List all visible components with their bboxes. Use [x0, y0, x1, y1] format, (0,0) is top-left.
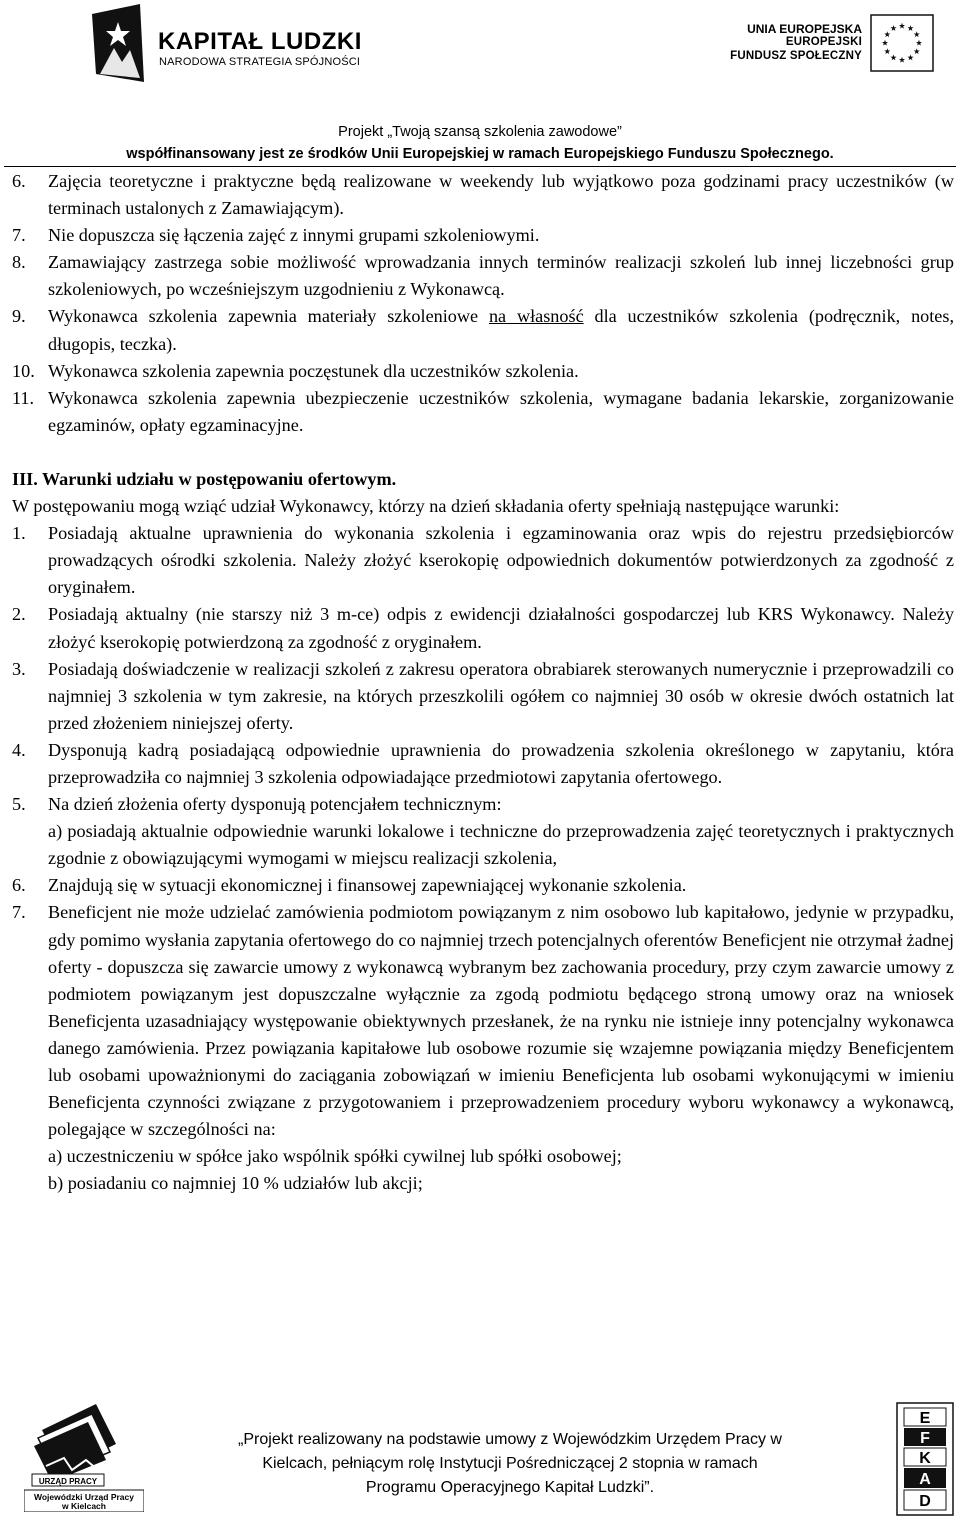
efs-letter: A: [919, 1471, 931, 1488]
condition-item: 11. Wykonawca szkolenia zapewnia ubezpieczenie uczestników szkolenia, wymagane badania lekarskie, zorganizowanie egzaminów, opłaty egzaminacyjne.: [12, 387, 954, 435]
condition-item: 6. Zajęcia teoretyczne i praktyczne będą realizowane w weekendy lub wyjątkowo poza godzinami pracy uczestników (w terminach ustalonych z Zamawiającym).: [12, 171, 954, 219]
underlined-phrase: na własność: [488, 306, 584, 327]
footer-line3: Programu Operacyjnego Kapitał Ludzki”.: [365, 1479, 655, 1496]
requirement-item: 3. Posiadają doświadczenie w realizacji szkoleń z zakresu operatora obrabiarek sterowanych numerycznie i przeprowadzili co najmniej 3 szkolenia w tym zakresie, na których przeszkolili ogółem co najmniej 30 osób w okresie dwóch ostatnich lat przed złożeniem niniejszej oferty.: [12, 658, 954, 733]
wup-label3: w Kielcach: [62, 1501, 106, 1511]
footer-line2: Kielcach, pełniącym rolę Instytucji Pośredniczącej 2 stopnia w ramach: [262, 1455, 758, 1472]
project-funding: współfinansowany jest ze środków Unii Europejskiej w ramach Europejskiego Funduszu Społecznego.: [126, 146, 834, 162]
requirement-item: 2. Posiadają aktualny (nie starszy niż 3 m-ce) odpis z ewidencji działalności gospodarczej lub KRS Wykonawcy. Należy złożyć kserokopię potwierdzoną za zgodność z oryginałem.: [12, 604, 954, 652]
efs-letter: K: [919, 1450, 931, 1467]
footer-line1: „Projekt realizowany na podstawie umowy z Wojewódzkim Urzędem Pracy w: [238, 1431, 782, 1448]
kapital-ludzki-subtitle: NARODOWA STRATEGIA SPÓJNOŚCI: [159, 56, 361, 68]
eu-flag-icon: [870, 14, 934, 72]
requirement-item: 1. Posiadają aktualne uprawnienia do wykonania szkolenia i egzaminowania oraz wpis do rejestru przedsiębiorców prowadzących ośrodki szkolenia. Należy złożyć kserokopię odpowiednich dokumentów potwierdzonych za zgodność z oryginałem.: [12, 523, 954, 598]
requirement-subitem: a) uczestniczeniu w spółce jako wspólnik spółki cywilnej lub spółki osobowej;: [48, 1146, 622, 1167]
section-heading: III. Warunki udziału w postępowaniu ofertowym.: [12, 468, 397, 489]
footer-note: [180, 1428, 840, 1500]
efs-letter: F: [920, 1430, 930, 1447]
section-intro: W postępowaniu mogą wziąć udział Wykonawcy, którzy na dzień składania oferty spełniają następujące warunki:: [12, 496, 840, 517]
efs-letter: D: [919, 1493, 931, 1510]
condition-item: 7. Nie dopuszcza się łączenia zajęć z innymi grupami szkoleniowymi.: [12, 225, 540, 246]
eu-line1: UNIA EUROPEJSKA: [747, 22, 862, 36]
requirement-item: 5. Na dzień złożenia oferty dysponują potencjałem technicznym:: [12, 794, 502, 815]
efs-letter: E: [919, 1410, 931, 1427]
requirement-item: 6. Znajdują się w sytuacji ekonomicznej i finansowej zapewniającej wykonanie szkolenia.: [12, 875, 687, 896]
condition-item: 10. Wykonawca szkolenia zapewnia poczęstunek dla uczestników szkolenia.: [12, 360, 579, 381]
eu-label: [702, 22, 862, 64]
efs-kadry-logo: [896, 1402, 954, 1516]
wup-label1: URZĄD PRACY: [38, 1477, 98, 1486]
wup-kielce-logo: [24, 1400, 144, 1512]
project-title: Projekt „Twoją szansą szkolenia zawodowe”: [338, 124, 622, 140]
requirement-subitem: b) posiadaniu co najmniej 10 % udziałów lub akcji;: [48, 1173, 423, 1194]
condition-item: 9. Wykonawca szkolenia zapewnia materiały szkoleniowe na własność dla uczestników szkolenia (podręcznik, notes, długopis, teczka).: [12, 306, 955, 354]
condition-item: 8. Zamawiający zastrzega sobie możliwość wprowadzania innych terminów realizacji szkoleń lub innej liczebności grup szkoleniowych, po wcześniejszym uzgodnieniu z Wykonawcą.: [12, 252, 954, 300]
requirement-subitem: a) posiadają aktualnie odpowiednie warunki lokalowe i techniczne do przeprowadzenia zajęć teoretycznych i praktycznych zgodnie z obowiązującymi wymogami w miejscu realizacji szkolenia,: [48, 821, 954, 869]
eu-line2: EUROPEJSKI: [785, 36, 862, 49]
kapital-ludzki-title: KAPITAŁ LUDZKI: [158, 28, 362, 55]
requirement-item: 4. Dysponują kadrą posiadającą odpowiednie uprawnienia do prowadzenia szkolenia określonego w zapytaniu, która przeprowadziła co najmniej 3 szkolenia odpowiadające przedmiotowi zapytania ofertowego.: [12, 739, 954, 787]
document-body: [12, 168, 954, 1197]
wup-label2: Wojewódzki Urząd Pracy: [34, 1492, 134, 1502]
eu-line3: FUNDUSZ SPOŁECZNY: [730, 50, 862, 63]
stacked-cards-icon: [34, 1404, 116, 1482]
requirement-item: 7. Beneficjent nie może udzielać zamówienia podmiotom powiązanym z nim osobowo lub kapitałowo, jedynie w przypadku, gdy pomimo wysłania zapytania ofertowego do co najmniej trzech potencjalnych oferentów Beneficjent nie otrzymał żadnej oferty - dopuszcza się zawarcie umowy z wykonawcą wybranym bez zachowania procedury, przy czym zawarcie umowy z podmiotem powiązanym jest dopuszczalne wyłącznie za zgodą podmiotu będącego stroną umowy oraz na wniosek Beneficjenta uzasadniający występowanie obiektywnych przesłanek, że na rynku nie istnieje inny potencjalny wykonawca danego zamówienia. Przez powiązania kapitałowe lub osobowe rozumie się wzajemne powiązania między Beneficjentem lub osobami upoważnionymi do zaciągania zobowiązań w imieniu Beneficjenta lub osobami wykonującymi w imieniu Beneficjenta czynności związane z przygotowaniem i przeprowadzeniem procedury wyboru wykonawcy a wykonawcą, polegające w szczególności na:: [12, 902, 955, 1140]
header-divider: [4, 166, 956, 167]
